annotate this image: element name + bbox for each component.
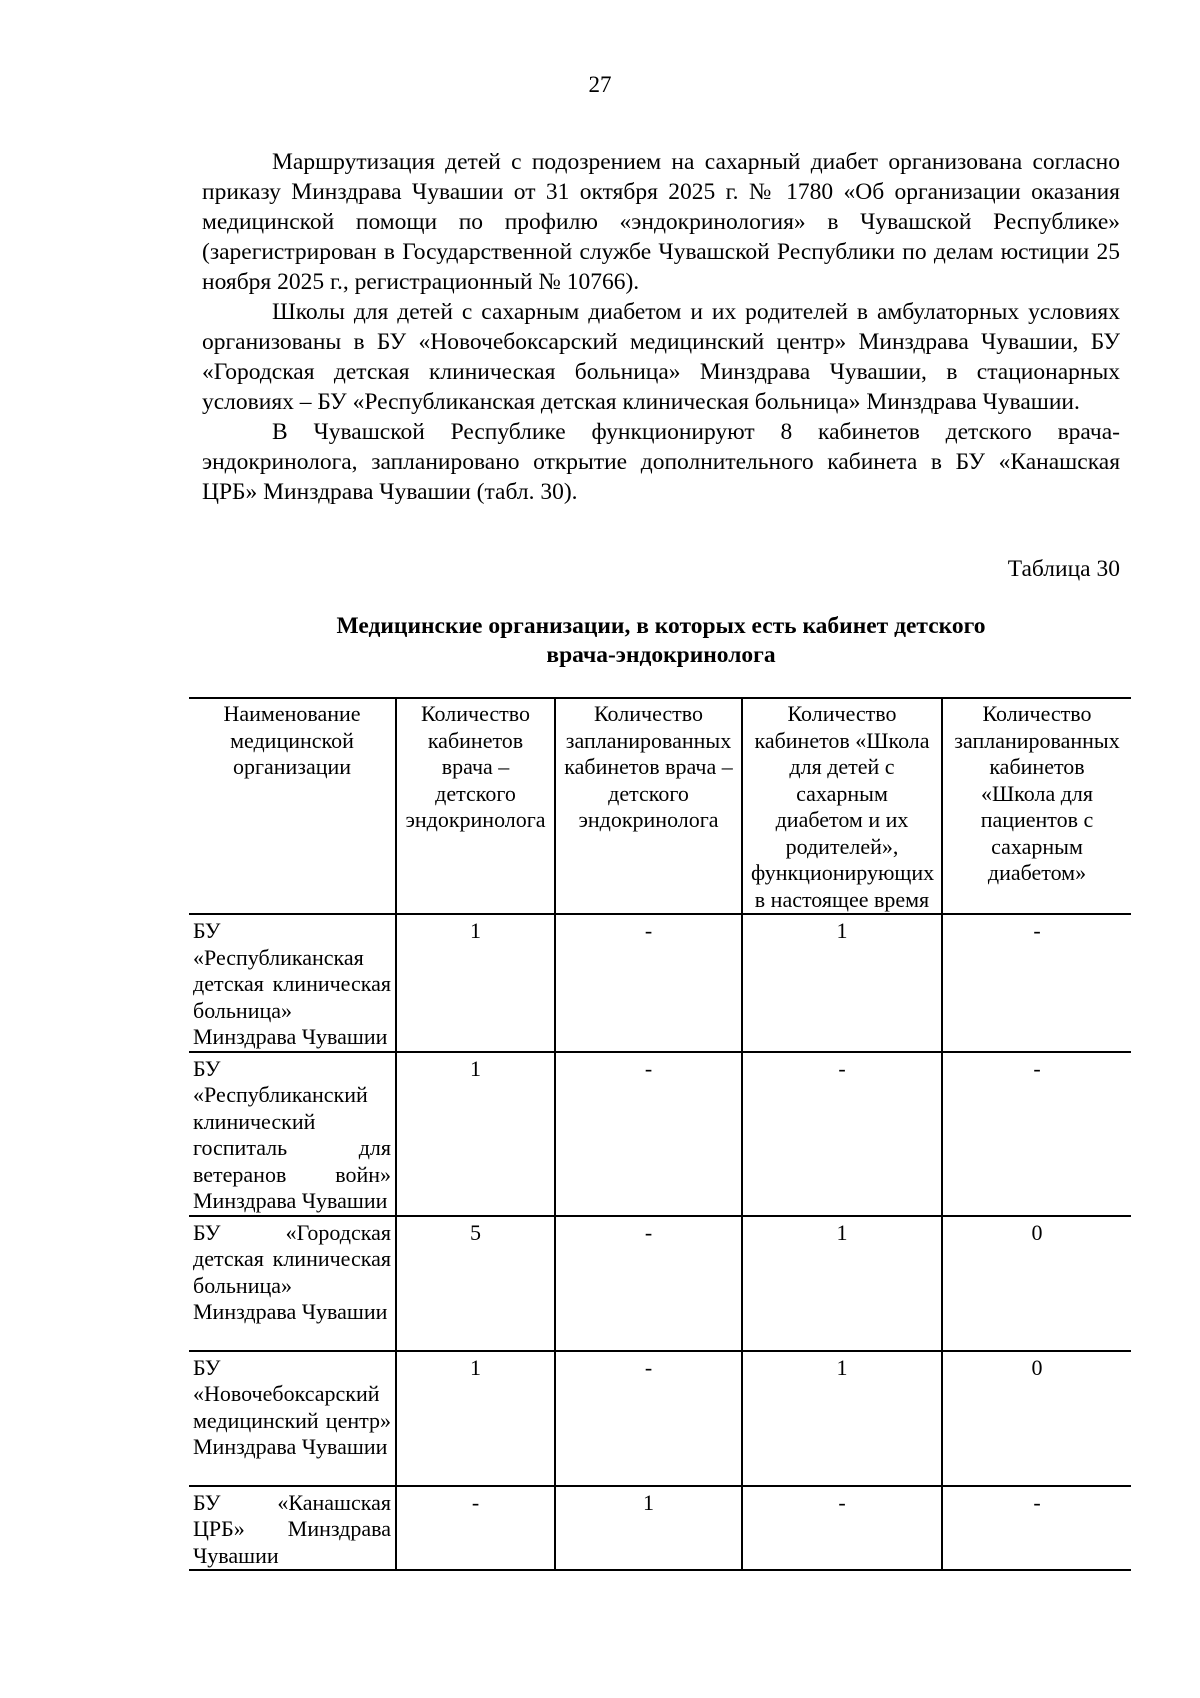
value-cell: 1 (396, 914, 555, 1052)
value-cell: - (396, 1486, 555, 1571)
value-cell: 1 (742, 1351, 942, 1486)
org-name-cell: БУ «Городская детская клиническая больница» Минздрава Чувашии (189, 1216, 396, 1351)
value-cell: - (555, 914, 742, 1052)
value-cell: - (742, 1052, 942, 1216)
org-name-cell: БУ «Республиканский клинический госпиталь для ветеранов войн» Минздрава Чувашии (189, 1052, 396, 1216)
value-cell: 0 (942, 1216, 1131, 1351)
value-cell: 1 (555, 1486, 742, 1571)
page-number: 27 (588, 72, 612, 97)
value-cell: - (555, 1351, 742, 1486)
table-title (202, 612, 1120, 670)
table-row (189, 914, 1131, 1052)
value-cell: - (942, 1052, 1131, 1216)
value-cell: - (942, 914, 1131, 1052)
value-cell: - (555, 1216, 742, 1351)
value-cell: 1 (742, 914, 942, 1052)
value-cell: 1 (742, 1216, 942, 1351)
header-org-name: Наименование медицинской организации (189, 698, 396, 914)
table-row (189, 1351, 1131, 1486)
paragraph-1: Маршрутизация детей с подозрением на сахарный диабет организована согласно приказу Минздрава Чувашии от 31 октября 2025 г. № 1780 «Об организации оказания медицинской помощи по профилю «эндокринология» в Чувашской Республике» (зарегистрирован в Государственной службе Чувашской Республики по делам юстиции 25 ноября 2025 г., регистрационный № 10766). (202, 149, 1120, 295)
table-row (189, 1052, 1131, 1216)
table-header-row (189, 698, 1131, 914)
value-cell: 1 (396, 1351, 555, 1486)
header-planned-school-cabinets: Количество запланированных кабинетов «Школа для пациентов с сахарным диабетом» (942, 698, 1131, 914)
value-cell: 0 (942, 1351, 1131, 1486)
table-row (189, 1486, 1131, 1571)
value-cell: - (942, 1486, 1131, 1571)
table-title-line-1: Медицинские организации, в которых есть кабинет детского (336, 613, 986, 639)
value-cell: 1 (396, 1052, 555, 1216)
table-title-line-2: врача-эндокринолога (546, 642, 776, 668)
data-table (189, 697, 1131, 1571)
value-cell: - (742, 1486, 942, 1571)
body-text (202, 147, 1120, 507)
header-cabinets-count: Количество кабинетов врача – детского эндокринолога (396, 698, 555, 914)
header-school-cabinets: Количество кабинетов «Школа для детей с сахарным диабетом и их родителей», функционирующих в настоящее время (742, 698, 942, 914)
value-cell: - (555, 1052, 742, 1216)
table-row (189, 1216, 1131, 1351)
value-cell: 5 (396, 1216, 555, 1351)
org-name-cell: БУ «Новочебоксарский медицинский центр» Минздрава Чувашии (189, 1351, 396, 1486)
paragraph-3: В Чувашской Республике функционируют 8 кабинетов детского врача-эндокринолога, запланировано открытие дополнительного кабинета в БУ «Канашская ЦРБ» Минздрава Чувашии (табл. 30). (202, 419, 1120, 505)
header-planned-cabinets: Количество запланированных кабинетов врача – детского эндокринолога (555, 698, 742, 914)
org-name-cell: БУ «Канашская ЦРБ» Минздрава Чувашии (189, 1486, 396, 1571)
table-caption: Таблица 30 (1007, 556, 1120, 582)
org-name-cell: БУ «Республиканская детская клиническая больница» Минздрава Чувашии (189, 914, 396, 1052)
paragraph-2: Школы для детей с сахарным диабетом и их родителей в амбулаторных условиях организованы в БУ «Новочебоксарский медицинский центр» Минздрава Чувашии, БУ «Городская детская клиническая больница» Минздрава Чувашии, в стационарных условиях – БУ «Республиканская детская клиническая больница» Минздрава Чувашии. (202, 299, 1120, 415)
